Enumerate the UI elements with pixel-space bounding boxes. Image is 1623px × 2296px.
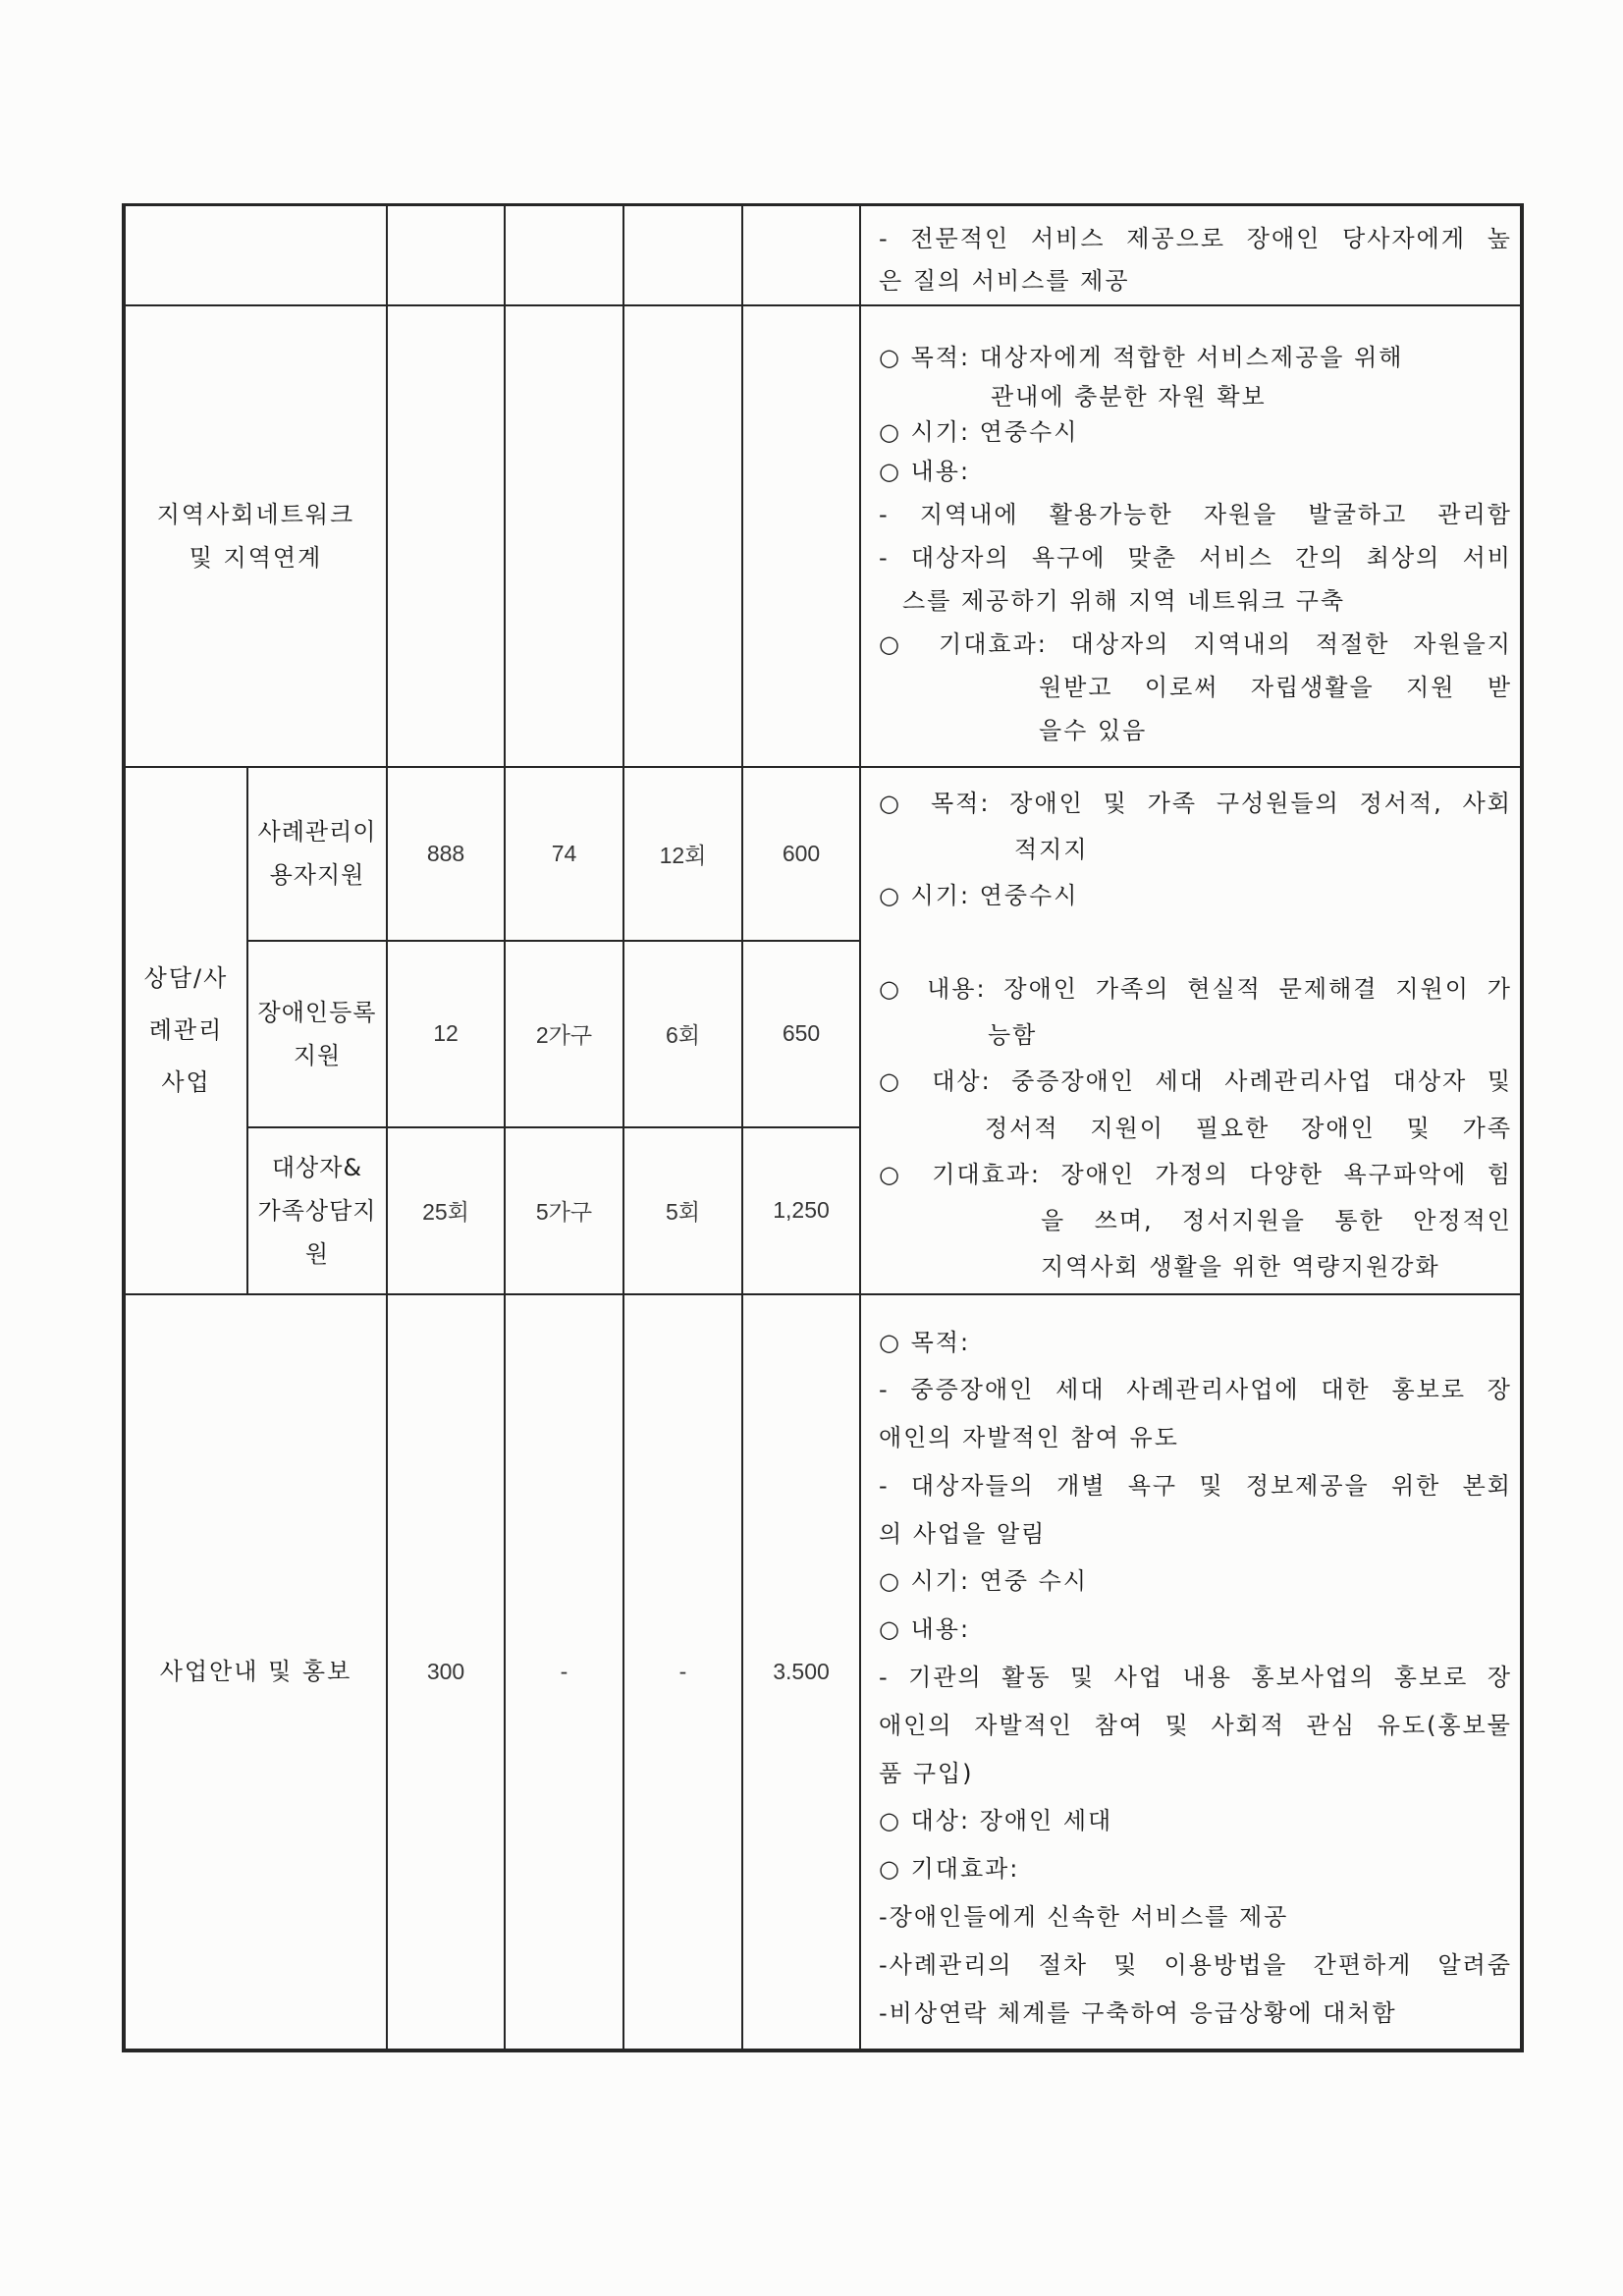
description-line: 애인의 자발적인 참여 유도: [879, 1424, 1179, 1452]
description-line: - 대상자의 욕구에 맞춘 서비스 간의 최상의 서비: [879, 543, 1512, 572]
value-cell: 74: [505, 767, 623, 941]
description-line: - 지역내에 활용가능한 자원을 발굴하고 관리함: [879, 500, 1512, 528]
value-cell: [623, 205, 742, 305]
group-label: 사업: [161, 1067, 211, 1096]
description-cell: [860, 205, 1522, 305]
item-label: 용자지원: [269, 861, 365, 889]
program-label: 및 지역연계: [189, 543, 323, 572]
item-label: 대상자&: [271, 1153, 363, 1181]
table-row: [124, 205, 1522, 305]
description-line: 애인의 자발적인 참여 및 사회적 관심 유도(홍보물: [879, 1711, 1512, 1739]
description-line: -장애인들에게 신속한 서비스를 제공: [879, 1903, 1289, 1932]
value-cell: 25회: [387, 1127, 505, 1294]
description-line: ○ 시기: 연중수시: [879, 882, 1079, 910]
description-line: 스를 제공하기 위해 지역 네트워크 구축: [902, 586, 1346, 615]
group-label: 상담/사: [143, 963, 229, 992]
value-cell: [623, 305, 742, 767]
description-line: 정서적 지원이 필요한 장애인 및 가족: [985, 1114, 1512, 1142]
description-line: ○ 시기: 연중수시: [879, 417, 1079, 446]
description-line: 적지지: [1014, 835, 1089, 863]
table-row: [124, 1294, 1522, 2050]
value-cell: 1,250: [742, 1127, 860, 1294]
description-line: ○ 기대효과:: [879, 1855, 1020, 1884]
description-line: ○ 내용:: [879, 1615, 971, 1644]
group-label-cell: [124, 767, 247, 1294]
value-cell: 300: [387, 1294, 505, 2050]
description-line: ○ 기대효과: 대상자의 지역내의 적절한 자원을지: [879, 629, 1512, 658]
value-cell: [742, 205, 860, 305]
description-line: ○ 목적: 대상자에게 적합한 서비스제공을 위해: [879, 343, 1404, 371]
group-label: 례관리: [148, 1015, 224, 1044]
description-line: - 기관의 활동 및 사업 내용 홍보사업의 홍보로 장: [879, 1664, 1512, 1692]
description-line: ○ 대상: 중증장애인 세대 사례관리사업 대상자 및: [879, 1067, 1512, 1096]
value-cell: 2가구: [505, 941, 623, 1127]
program-label: 사업안내 및 홍보: [159, 1658, 352, 1685]
value-cell: -: [623, 1294, 742, 2050]
value-cell: 12회: [623, 767, 742, 941]
value-cell: 3.500: [742, 1294, 860, 2050]
description-line: 은 질의 서비스를 제공: [879, 267, 1130, 295]
value-cell: [387, 305, 505, 767]
description-line: 지역사회 생활을 위한 역량지원강화: [1041, 1253, 1440, 1282]
value-cell: 600: [742, 767, 860, 941]
description-line: ○ 시기: 연중 수시: [879, 1567, 1089, 1596]
description-cell: [860, 305, 1522, 767]
description-cell: [860, 767, 1522, 1294]
program-label: 지역사회네트워크: [156, 500, 355, 528]
description-line: 을수 있음: [1039, 716, 1148, 744]
value-cell: [742, 305, 860, 767]
program-cell: [124, 305, 387, 767]
table-row: [124, 767, 1522, 941]
item-label: 원: [304, 1239, 330, 1268]
program-cell: [124, 1294, 387, 2050]
value-cell: 6회: [623, 941, 742, 1127]
table-row: [124, 305, 1522, 767]
description-line: ○ 내용: 장애인 가족의 현실적 문제해결 지원이 가: [879, 974, 1512, 1003]
value-cell: [505, 205, 623, 305]
blank-line: [879, 919, 1512, 965]
description-line: ○ 기대효과: 장애인 가정의 다양한 욕구파악에 힘: [879, 1160, 1512, 1188]
value-cell: [387, 205, 505, 305]
description-line: - 중증장애인 세대 사례관리사업에 대한 홍보로 장: [879, 1376, 1512, 1404]
description-line: 을 쓰며, 정서지원을 통한 안정적인: [1041, 1207, 1512, 1235]
description-line: -비상연락 체계를 구축하여 응급상황에 대처함: [879, 1998, 1397, 2027]
description-line: - 대상자들의 개별 욕구 및 정보제공을 위한 본회: [879, 1471, 1512, 1500]
description-cell: [860, 1294, 1522, 2050]
description-line: 의 사업을 알림: [879, 1519, 1047, 1548]
description-line: ○ 내용:: [879, 457, 971, 485]
description-line: ○ 대상: 장애인 세대: [879, 1807, 1113, 1835]
item-label: 사례관리이: [257, 818, 377, 846]
description-line: - 전문적인 서비스 제공으로 장애인 당사자에게 높: [879, 225, 1512, 252]
value-cell: [505, 305, 623, 767]
description-line: 능함: [988, 1020, 1038, 1049]
item-label-cell: [247, 941, 387, 1127]
description-line: ○ 목적: 장애인 및 가족 구성원들의 정서적, 사회: [879, 789, 1512, 817]
item-label: 장애인등록: [257, 998, 377, 1026]
item-label: 지원: [293, 1041, 342, 1069]
program-cell: [124, 205, 387, 305]
value-cell: 5가구: [505, 1127, 623, 1294]
value-cell: -: [505, 1294, 623, 2050]
item-label-cell: [247, 1127, 387, 1294]
value-cell: 5회: [623, 1127, 742, 1294]
item-label: 가족상담지: [257, 1196, 377, 1225]
description-line: 품 구입): [879, 1759, 974, 1787]
item-label-cell: [247, 767, 387, 941]
description-line: 관내에 충분한 자원 확보: [991, 382, 1267, 410]
value-cell: 12: [387, 941, 505, 1127]
description-line: -사례관리의 절차 및 이용방법을 간편하게 알려줌: [879, 1950, 1512, 1979]
value-cell: 650: [742, 941, 860, 1127]
value-cell: 888: [387, 767, 505, 941]
description-line: 원받고 이로써 자립생활을 지원 받: [1039, 673, 1512, 701]
program-table: [122, 203, 1524, 2052]
description-line: ○ 목적:: [879, 1328, 971, 1356]
